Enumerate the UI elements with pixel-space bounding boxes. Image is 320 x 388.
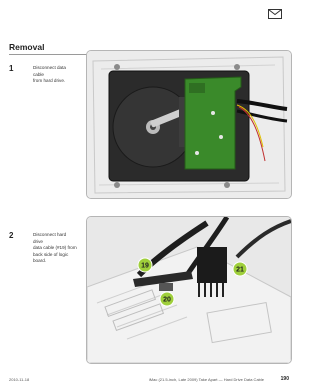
svg-text:21: 21 <box>236 266 244 274</box>
callout-21 <box>233 262 247 276</box>
step-2-photo <box>86 216 292 364</box>
step-2-text <box>33 232 77 265</box>
step-1-number: 1 <box>9 64 14 73</box>
step-2-number: 2 <box>9 231 14 240</box>
logic-board-illustration <box>87 217 291 363</box>
section-title: Removal <box>9 42 45 52</box>
step-2-line: board. <box>33 258 47 264</box>
step-1-photo <box>86 50 292 199</box>
footer-title: iMac (21.5-inch, Late 2009) Take Apart — Hard Drive Data Cable <box>148 377 264 382</box>
step-1-text <box>33 65 77 85</box>
page-number: 190 <box>280 376 289 382</box>
mail-icon[interactable] <box>268 9 282 19</box>
step-2-line: data cable (#19) from <box>33 245 77 251</box>
hard-drive-illustration <box>87 51 291 198</box>
step-2-line: Disconnect hard drive <box>33 232 67 244</box>
svg-text:20: 20 <box>163 296 171 304</box>
svg-text:19: 19 <box>141 262 149 270</box>
step-1-line: from hard drive. <box>33 78 66 84</box>
footer-date: 2010-11-18 <box>9 377 30 382</box>
callout-20 <box>160 292 174 306</box>
step-2-line: back side of logic <box>33 251 69 257</box>
callout-19 <box>138 258 152 272</box>
step-1-line: Disconnect data cable <box>33 65 66 77</box>
